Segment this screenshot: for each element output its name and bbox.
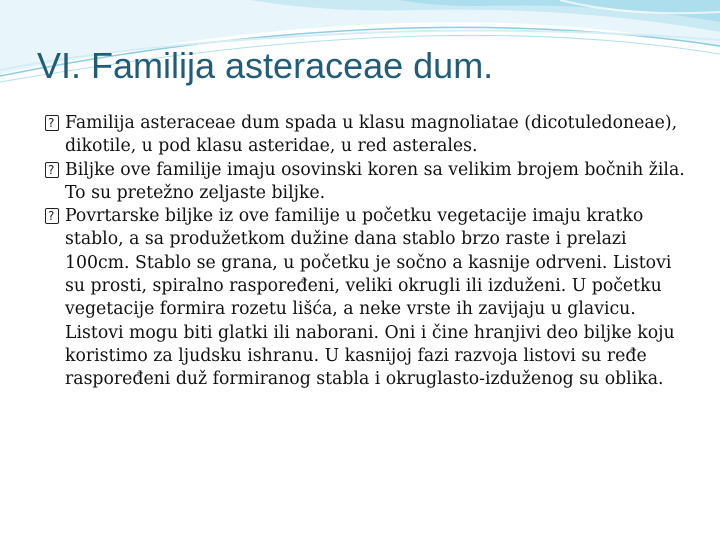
missing-glyph-bullet-icon	[45, 115, 59, 131]
bullet-list	[45, 112, 685, 392]
bullet-item-root	[45, 159, 685, 206]
bullet-text: Familija asteraceae dum spada u klasu magnoliatae (dicotuledoneae), dikotile, u pod klasu asteridae, u red asterales.	[65, 113, 678, 157]
bullet-item-vegetation	[45, 205, 685, 391]
missing-glyph-bullet-icon	[45, 208, 59, 224]
bullet-item-classification	[45, 112, 685, 159]
missing-glyph-bullet-icon	[45, 162, 59, 178]
slide-title: VI. Familija asteraceae dum.	[37, 45, 494, 86]
bullet-text: Biljke ove familije imaju osovinski koren sa velikim brojem bočnih žila. To su pretežno zeljaste biljke.	[65, 159, 685, 203]
bullet-text: Povrtarske biljke iz ove familije u početku vegetacije imaju kratko stablo, a sa produžetkom dužine dana stablo brzo raste i prelazi 100cm. Stablo se grana, u početku je sočno a kasnije odrveni. Listovi su prosti, spiralno raspoređeni, veliki okrugli ili izduženi. U početku vegetacije formira rozetu lišća, a neke vrste ih zavijaju u glavicu. Listovi mogu biti glatki ili naborani. Oni i čine hranjivi deo biljke koju koristimo za ljudsku ishranu. U kasnijoj fazi razvoja listovi su ređe raspoređeni duž formiranog stabla i okruglasto-izduženog su oblika.	[65, 206, 675, 390]
